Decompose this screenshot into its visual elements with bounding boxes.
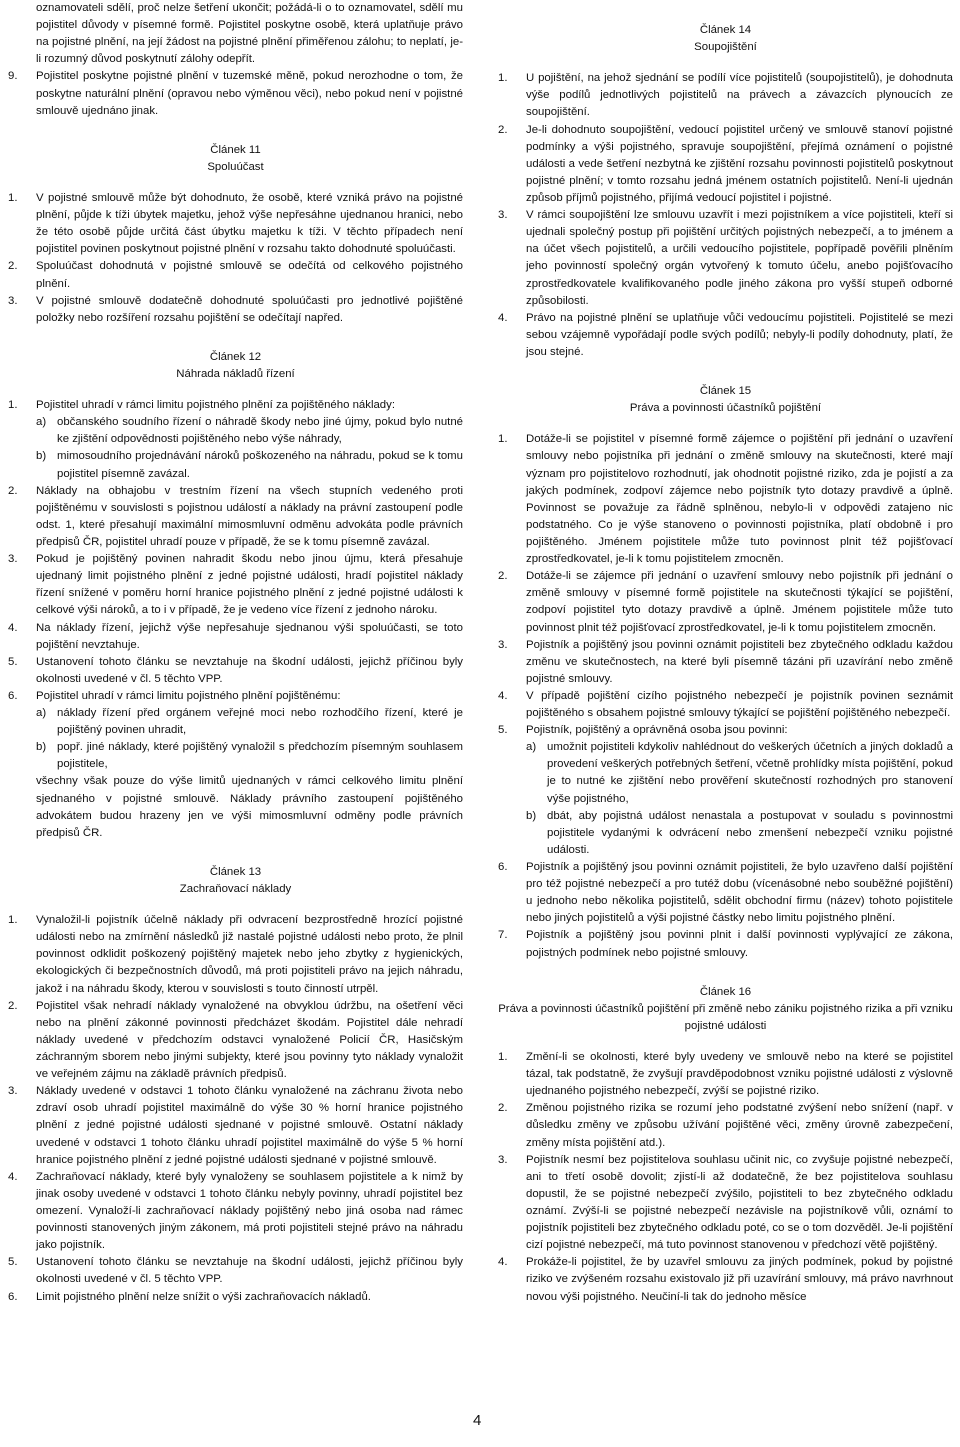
article-title: Soupojištění bbox=[694, 41, 757, 54]
clause bbox=[498, 927, 953, 961]
clause-text: Pojistník a pojištěný jsou povinni plnit i další povinnosti vyplývající ze zákona, pojistných podmínek nebo pojistné smlouvy. bbox=[526, 929, 953, 959]
clause-number: 3. bbox=[498, 209, 508, 222]
clause-text: Náklady na obhajobu v trestním řízení na všech stupních vedeného proti pojištěnému v souvislosti s pojistnou událostí a náklady na právní zastoupení podle odst. 1, které přesahují maximální mimosmluvní odměnu advokáta podle právních předpisů ČR, pojistitel uhradí pouze v případě, že se k tomu písemně zavázal. bbox=[36, 484, 463, 548]
article-title: Práva a povinnosti účastníků pojištění bbox=[629, 402, 822, 415]
article-header bbox=[8, 349, 463, 383]
clause-number: 2. bbox=[498, 570, 508, 583]
clause bbox=[498, 1049, 953, 1100]
clause-text: Pojistník nesmí bez pojistitelova souhlasu učinit nic, co zvyšuje pojistné nebezpečí, ani to třetí osobě dovolit; zjistí-li až dodatečně, že bez pojistitelova souhlasu dopustil, že se pojistné nebezpečí zvýšilo, pojistiteli to bez zbytečného odkladu oznámí. Zvýší-li se pojistné nebezpečí nezávisle na pojistníkově vůli, oznámí to pojistník pojistiteli bez zbytečného odkladu poté, co se o tom dozvěděl. Je-li pojištění cizí pojistné nebezpečí, má tuto povinnost stanovenou v předchozí větě pojištěný. bbox=[526, 1153, 953, 1252]
page-number: 4 bbox=[473, 1412, 482, 1429]
sub-clause-text: umožnit pojistiteli kdykoliv nahlédnout do veškerých účetních a jiných dokladů a provedení veškerých potřebných šetření, včetně prohlídky místa pojištění, pokud je to nutné ke zjištění nebo prověření skutečností rozhodných pro stanovení výše pojistného, bbox=[547, 741, 953, 805]
clause-number: 4. bbox=[8, 621, 18, 634]
clause-number: 1. bbox=[498, 1051, 508, 1064]
clause-text: Pojistník a pojištěný jsou povinni oznámit pojistiteli, že bylo uzavřeno další pojištění pro též pojistné nebezpečí a pro tutéž dobu (vícenásobné nebo souběžné pojištění) u jednoho nebo několika pojistitelů, sdělit obchodní firmu (název) tohoto pojistitele nebo jiných pojistitelů a výši pojistné částky nebo limitu pojistného plnění. bbox=[526, 861, 953, 925]
clause-text: Limit pojistného plnění nelze snížit o výši zachraňovacích nákladů. bbox=[36, 1290, 371, 1303]
clause-number: 2. bbox=[498, 1102, 508, 1115]
clause bbox=[498, 310, 953, 361]
clause-text: Ustanovení tohoto článku se nevztahuje na škodní události, jejichž příčinou byly okolnosti uvedené v čl. 5 těchto VPP. bbox=[36, 655, 463, 685]
clause-number: 2. bbox=[8, 484, 18, 497]
clause-number: 3. bbox=[8, 1085, 18, 1098]
clause bbox=[498, 70, 953, 121]
clause-text: V případě pojištění cizího pojistného nebezpečí je pojistník povinen seznámit pojištěného s obsahem pojistné smlouvy týkající se pojištění pojištěného nebezpečí. bbox=[526, 689, 953, 720]
clause-number: 3. bbox=[498, 1153, 508, 1166]
clause bbox=[498, 568, 953, 636]
sub-clause-letter: a) bbox=[36, 707, 47, 720]
clause-text: Na náklady řízení, jejichž výše nepřesahuje sjednanou výši spoluúčasti, se toto pojištění nevztahuje. bbox=[36, 621, 463, 651]
clause bbox=[498, 207, 953, 310]
clause-text: Pojistník a pojištěný jsou povinni oznámit pojistiteli bez zbytečného odkladu každou změnu ve skutečnostech, na které byli písemně tázáni při uzavírání nebo změně pojistné smlouvy. bbox=[526, 638, 953, 685]
clause-number: 6. bbox=[498, 861, 508, 874]
clause bbox=[8, 190, 463, 258]
clause-number: 3. bbox=[498, 638, 508, 651]
article-number: Článek 11 bbox=[210, 143, 261, 156]
clause bbox=[498, 1152, 953, 1255]
clause bbox=[498, 1254, 953, 1305]
clause bbox=[8, 258, 463, 292]
clause-number: 7. bbox=[498, 929, 508, 942]
article-number: Článek 14 bbox=[699, 24, 752, 36]
clause-text: V pojistné smlouvě může být dohodnuto, že osobě, které vzniká právo na pojistné plnění, půjde k tíži úbytek majetku, jehož výše nepřesáhne ujednanou hranici, nebo že této osobě půjde určitá část úbytku majetku k tíži. V těchto případech není pojistitel povinen poskytnout pojistné plnění v rozsahu takto dohodnuté spoluúčasti. bbox=[36, 191, 463, 256]
clause bbox=[8, 1083, 463, 1169]
clause bbox=[8, 1289, 463, 1306]
clause-text: Pojistitel poskytne pojistné plnění v tuzemské měně, pokud nerozhodne o tom, že poskytne naturální plnění (opravou nebo výměnou věci), nebo pokud není v pojistné smlouvě ujednáno jinak. bbox=[36, 70, 463, 117]
clause-number: 6. bbox=[8, 689, 18, 702]
clause-number: 1. bbox=[8, 399, 18, 412]
clause-text: Spoluúčast dohodnutá v pojistné smlouvě se odečítá od celkového pojistného plnění. bbox=[36, 260, 463, 290]
sub-clause-text: dbát, aby pojistná událost nenastala a postupovat v souladu s povinnostmi pojistitele vydanými k odvrácení nebo zmenšení nebezpečí vzniku pojistné události. bbox=[547, 809, 953, 856]
clause-number: 1. bbox=[8, 191, 18, 204]
clause bbox=[8, 551, 463, 619]
clause-number: 1. bbox=[8, 914, 18, 927]
clause-text: Pokud je pojištěný povinen nahradit škodu nebo jinou újmu, která přesahuje ujednaný limit pojistného plnění z jedné pojistné události, hradí pojistitel náklady řízení snížené v poměru horní hranice pojistného plnění z jedné pojistné události k celkové výši nároků, a to i v případě, že je vedeno více řízení z jednoho nároku. bbox=[36, 553, 463, 617]
clause-number: 6. bbox=[8, 1290, 18, 1303]
clause bbox=[8, 1254, 463, 1288]
article-header bbox=[498, 22, 953, 56]
clause-text: Pojistník, pojištěný a oprávněná osoba jsou povinni: bbox=[526, 724, 788, 737]
sub-clause-letter: b) bbox=[36, 741, 47, 754]
clause bbox=[498, 637, 953, 688]
clause-number: 3. bbox=[8, 553, 18, 566]
clause-text: Náklady uvedené v odstavci 1 tohoto článku vynaložené na záchranu života nebo zdraví osob uhradí pojistitel maximálně do výše 30 % horní hranice pojistného plnění z jedné pojistné události sjednané v pojistné smlouvě. Ostatní náklady uvedené v odstavci 1 tohoto článku uhradí pojistitel maximálně do výše 5 % horní hranice pojistného plnění z jedné pojistné události sjednané v pojistné smlouvě. bbox=[36, 1085, 463, 1166]
article-title: Náhrada nákladů řízení bbox=[176, 367, 295, 380]
clause-text: Pojistitel však nehradí náklady vynaložené na obvyklou údržbu, na ošetření věci nebo na plnění zákonné povinnosti předcházet škodám. Pojistitel dále nehradí náklady uvedené v předchozím odstavci vynaložené Policií ČR, Hasičským záchranným sborem nebo jinými subjekty, které jsou povinny tyto náklady vynaložit ve veřejném zájmu na základě právních předpisů. bbox=[36, 999, 463, 1081]
clause bbox=[8, 397, 463, 414]
clause-text: V pojistné smlouvě dodatečně dohodnuté spoluúčasti pro jednotlivé pojištěné položky nebo rozšíření rozsahu pojištění se odečítají napřed. bbox=[36, 294, 463, 324]
sub-clause-letter: a) bbox=[36, 416, 47, 429]
clause-text: Dotáže-li se pojistitel v písemné formě zájemce o pojištění při jednání o uzavření smlouvy nebo pojistníka při jednání o změně smlouvy na skutečnosti, které mají význam pro pojistitelovo rozhodnutí, jak ohodnotit pojistné riziko, zda je pojistí a za jakých podmínek, zodpoví zájemce nebo pojistník tyto dotazy pravdivě a úplně. Povinnost se považuje za řádně splněnou, nebylo-li v odpovědi zatajeno nic podstatného. Co je výše stanoveno o povinnosti pojistníka, platí obdobně i pro pojištěného. Jménem pojistitele může tuto povinnost plnit též pojišťovací zprostředkovatel, je-li k tomu pojistitelem zmocněn. bbox=[526, 433, 953, 566]
clause bbox=[8, 688, 463, 705]
clause-text: Zachraňovací náklady, které byly vynaloženy se souhlasem pojistitele a k nimž by jinak osoby uvedené v odstavci 1 tohoto článku nebyly povinny, uhradí pojistitel bez omezení. Vynaloží-li zachraňovací náklady pojištěný nebo jiná osoba nad rámec povinnosti stanovených jiným zákonem, má proti pojistiteli stejné právo na náhradu jako pojistník. bbox=[36, 1170, 463, 1252]
clause bbox=[498, 688, 953, 722]
clause bbox=[8, 654, 463, 688]
clause bbox=[8, 483, 463, 551]
article-number: Článek 13 bbox=[209, 865, 262, 878]
clause-number: 2. bbox=[498, 123, 508, 136]
right-column bbox=[498, 0, 953, 1306]
clause-number: 9. bbox=[8, 70, 18, 83]
article-header bbox=[498, 984, 953, 1035]
clause-number: 1. bbox=[498, 72, 508, 85]
sub-clause bbox=[526, 739, 953, 807]
clause bbox=[8, 620, 463, 654]
clause-text: Pojistitel uhradí v rámci limitu pojistného plnění pojištěnému: bbox=[36, 689, 341, 702]
sub-clause bbox=[36, 739, 463, 773]
sub-clause-text: občanského soudního řízení o náhradě škody nebo jiné újmy, pokud bylo nutné ke zjištění odpovědnosti pojištěného nebo výše náhrady, bbox=[57, 416, 463, 446]
clause-number: 4. bbox=[498, 689, 508, 702]
article-header bbox=[8, 864, 463, 898]
clause-number: 2. bbox=[8, 999, 18, 1012]
clause bbox=[8, 293, 463, 327]
clause-number: 4. bbox=[498, 311, 508, 324]
clause bbox=[498, 431, 953, 568]
sub-clause-letter: b) bbox=[526, 809, 537, 822]
clause-text: Změní-li se okolnosti, které byly uvedeny ve smlouvě nebo na které se pojistitel tázal, tak podstatně, že zvyšují pravděpodobnost vzniku pojistné události z výslovně ujednaného pojistného nebezpečí, zvýší se pojistné riziko. bbox=[526, 1051, 953, 1098]
sub-clause bbox=[36, 414, 463, 448]
clause bbox=[8, 68, 463, 119]
sub-clause bbox=[526, 808, 953, 859]
clause-text: U pojištění, na jehož sjednání se podílí více pojistitelů (soupojistitelů), je dohodnuta výše podílů jednotlivých pojistitelů na právech a závazcích plynoucích ze soupojištění. bbox=[526, 72, 953, 119]
sub-clause bbox=[36, 448, 463, 482]
sub-clause-text: náklady řízení před orgánem veřejné moci nebo rozhodčího řízení, které je pojištěný povinen uhradit, bbox=[57, 707, 463, 737]
clause-continuation: všechny však pouze do výše limitů ujednaných v rámci celkového limitu plnění sjednaného v pojistné smlouvě. Náklady právního zastoupení pojištěného advokátem budou hrazeny jen ve výši mimosmluvní odměny podle právních předpisů ČR. bbox=[36, 775, 463, 839]
sub-clause bbox=[36, 705, 463, 739]
clause-number: 3. bbox=[8, 294, 18, 307]
clause-text: Ustanovení tohoto článku se nevztahuje na škodní události, jejichž příčinou byly okolnosti uvedené v čl. 5 těchto VPP. bbox=[36, 1256, 463, 1286]
clause-text: Právo na pojistné plnění se uplatňuje vůči vedoucímu pojistiteli. Pojistitelé se mezi sebou vzájemně vypořádají podle svých podílů; nebyly-li podíly dohodnuty, platí, že jsou stejné. bbox=[526, 311, 953, 358]
clause-number: 5. bbox=[498, 724, 508, 737]
article-header bbox=[498, 383, 953, 417]
clause-number: 4. bbox=[498, 1256, 508, 1269]
clause-number: 1. bbox=[498, 433, 508, 446]
clause-number: 2. bbox=[8, 260, 18, 273]
article-title: Zachraňovací náklady bbox=[179, 883, 292, 896]
left-column bbox=[8, 0, 463, 1306]
clause bbox=[498, 122, 953, 208]
lead-paragraph: oznamovateli sdělí, proč nelze šetření ukončit; požádá-li o to oznamovatel, sdělí mu pojistitel důvody v písemné formě. Pojistitel poskytne osobě, která uplatňuje právo na pojistné plnění, na její žádost na pojistné plnění přiměřenou zálohu; to neplatí, je-li rozumný důvod poskytnutí zálohy odepřít. bbox=[36, 2, 463, 66]
article-number: Článek 16 bbox=[699, 985, 752, 998]
article-title: Spoluúčast bbox=[207, 160, 264, 173]
sub-clause-text: popř. jiné náklady, které pojištěný vynaložil s předchozím písemným souhlasem pojistitele, bbox=[57, 741, 463, 771]
clause bbox=[8, 1169, 463, 1255]
clause bbox=[498, 1100, 953, 1151]
clause-text: Dotáže-li se zájemce při jednání o uzavření smlouvy nebo pojistník při jednání o změně smlouvy v písemné formě pojistitele na skutečnosti týkající se pojištění, zodpoví pojistitel tyto dotazy pravdivě a úplně. Jménem pojistitele může tuto povinnost plnit též pojišťovací zprostředkovatel, je-li k tomu pojistitelem zmocněn. bbox=[526, 570, 953, 634]
sub-clause-text: mimosoudního projednávání nároků poškozeného na náhradu, pokud se k tomu pojistitel písemně zavázal. bbox=[57, 450, 463, 480]
sub-clause-letter: a) bbox=[526, 741, 537, 754]
clause-text: Prokáže-li pojistitel, že by uzavřel smlouvu za jiných podmínek, pokud by pojistné riziko ve zvýšeném rozsahu existovalo již při uzavírání smlouvy, má právo navrhnout novou výši pojistného. Neučiní-li tak do jednoho měsíce bbox=[526, 1256, 953, 1303]
article-number: Článek 15 bbox=[699, 385, 752, 398]
clause-number: 5. bbox=[8, 1256, 18, 1269]
clause bbox=[498, 859, 953, 927]
clause-text: Pojistitel uhradí v rámci limitu pojistného plnění za pojištěného náklady: bbox=[36, 399, 395, 412]
sub-clause-letter: b) bbox=[36, 450, 47, 463]
article-title: Práva a povinnosti účastníků pojištění při změně nebo zániku pojistného rizika a při vzniku pojistné události bbox=[498, 1002, 953, 1032]
article-header bbox=[8, 142, 463, 176]
clause-text: V rámci soupojištění lze smlouvu uzavřít i mezi pojistníkem a více pojistiteli, kteří si ujednali společný postup při pojištění určitých pojistných nebezpečí, a to jménem a na účet všech pojistitelů, a určili vedoucího pojistitele, popřípadě pověřili plněním jeho povinností společný orgán vytvořený k tomuto účelu, anebo pojišťovacího zprostředkovatele kvalifikovaného podle jiného zákona pro vyšší stupeň odborné způsobilosti. bbox=[526, 209, 953, 307]
clause-text: Vynaložil-li pojistník účelně náklady při odvracení bezprostředně hrozící pojistné události nebo na zmírnění následků již nastalé pojistné události nebo proto, že plnil povinnost odklidit poškozený pojištěný majetek nebo jeho zbytky z hygienických, ekologických či bezpečnostních důvodů, má proti pojistiteli právo na jejich náhradu, jakož i na náhradu škody, kterou v souvislosti s touto činností utrpěl. bbox=[36, 914, 463, 995]
article-number: Článek 12 bbox=[209, 350, 262, 363]
clause bbox=[8, 998, 463, 1084]
clause-number: 4. bbox=[8, 1170, 18, 1183]
clause-number: 5. bbox=[8, 655, 18, 668]
clause-text: Je-li dohodnuto soupojištění, vedoucí pojistitel určený ve smlouvě stanoví pojistné podmínky a výši pojistného, spravuje soupojištění, přejímá oznámení o pojistné události a vede šetření nezbytná ke zjištění rozsahu povinnosti pojistitelů poskytnout pojistné plnění; v tomto rozsahu jedná jménem ostatních pojistitelů. Není-li ujednán způsob příjmů pojistného, přijímá vedoucí pojistitel i pojistné. bbox=[526, 123, 953, 204]
clause bbox=[498, 722, 953, 739]
clause-text: Změnou pojistného rizika se rozumí jeho podstatné zvýšení nebo snížení (např. v důsledku změny ve způsobu užívání pojištěné věci, změny úrovně zabezpečení, změny místa pojištění atd.). bbox=[526, 1102, 953, 1149]
clause bbox=[8, 912, 463, 998]
